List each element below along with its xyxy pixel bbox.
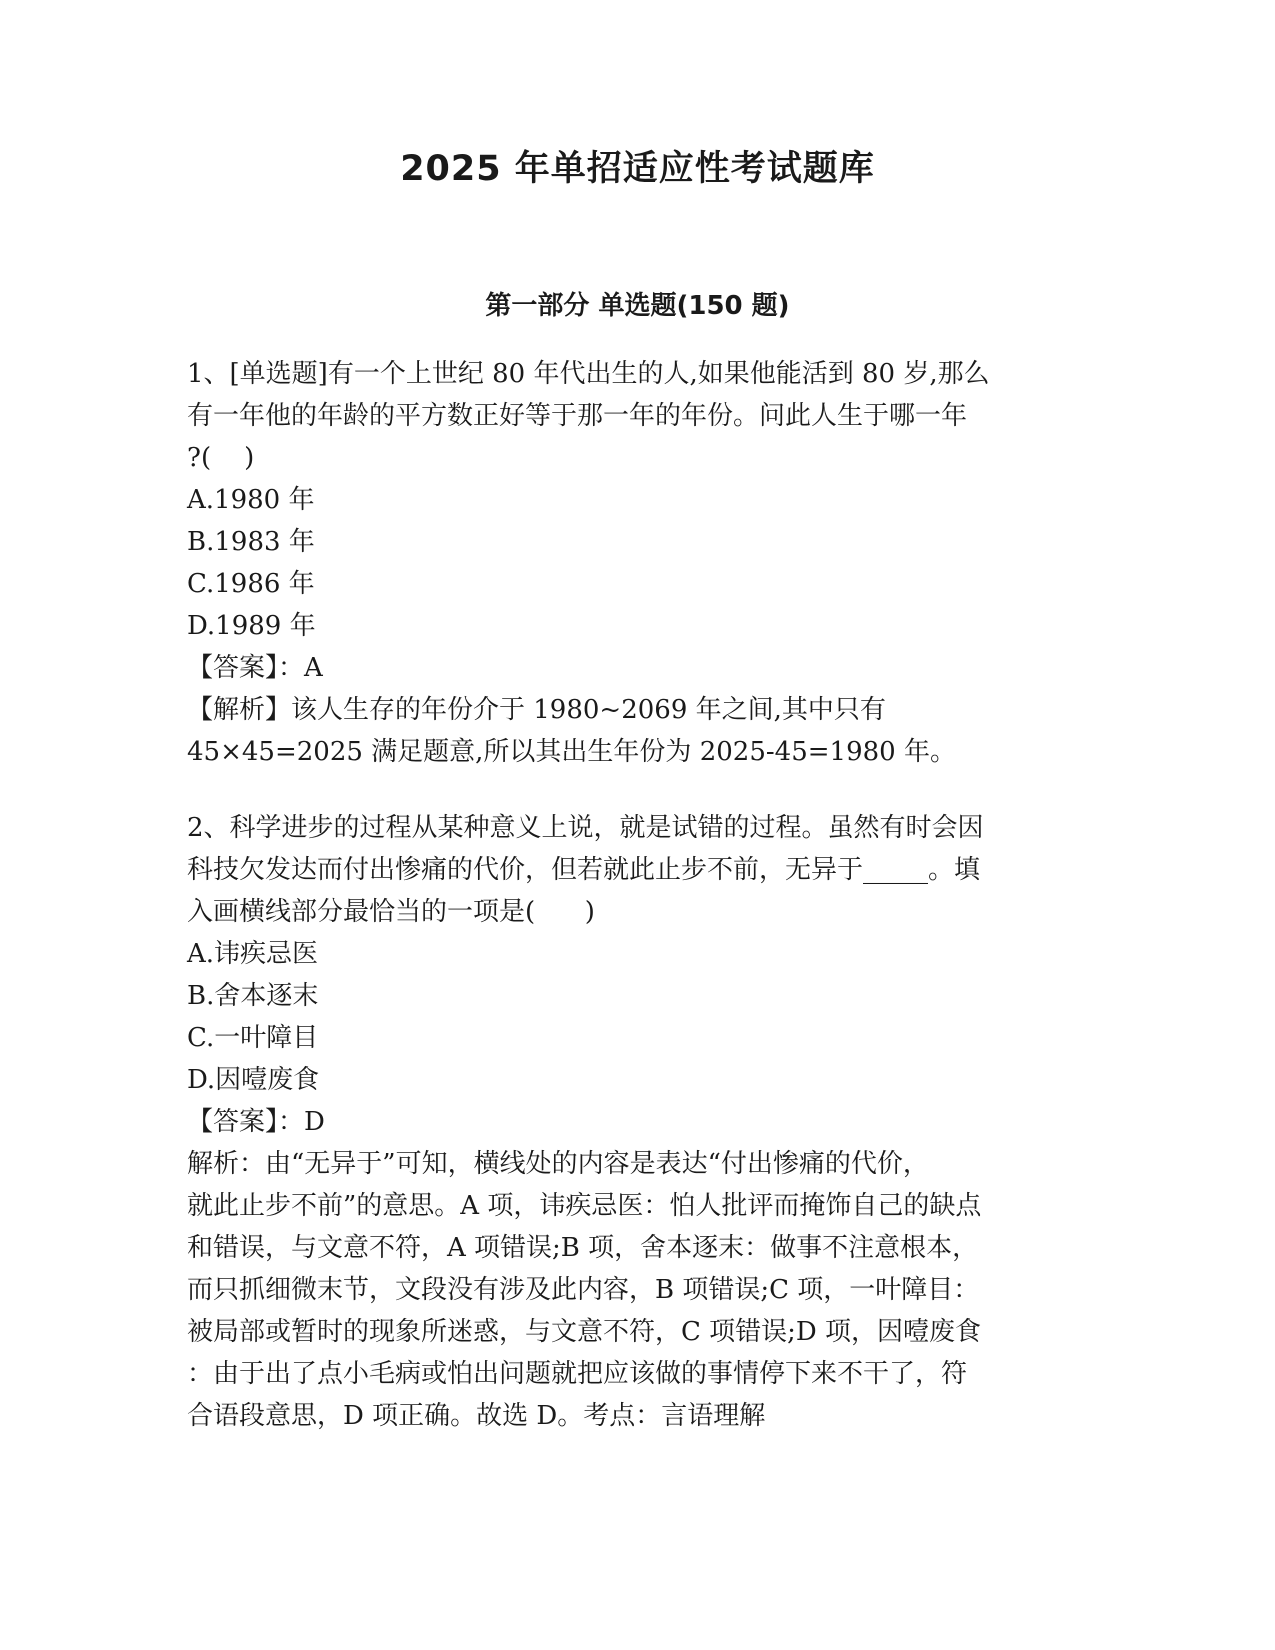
question-2-explanation-line: 解析：由“无异于”可知，横线处的内容是表达“付出惨痛的代价， — [187, 1149, 929, 1179]
section-title: 第一部分 单选题(150 题) — [485, 291, 790, 321]
question-2-explanation-line: 和错误，与文意不符，A 项错误;B 项，舍本逐末：做事不注意根本， — [187, 1233, 979, 1263]
question-1-stem-line: 1、[单选题]有一个上世纪 80 年代出生的人,如果他能活到 80 岁,那么 — [187, 359, 990, 389]
question-1-stem-line: 有一年他的年龄的平方数正好等于那一年的年份。问此人生于哪一年 — [187, 401, 968, 431]
question-1-option-b: B.1983 年 — [187, 527, 315, 557]
question-2-explanation-line: 合语段意思，D 项正确。故选 D。考点：言语理解 — [187, 1401, 766, 1431]
question-1-option-a: A.1980 年 — [187, 485, 315, 515]
question-2-explanation-line: 就此止步不前”的意思。A 项，讳疾忌医：怕人批评而掩饰自己的缺点 — [187, 1191, 982, 1221]
question-2-stem-line: 2、科学进步的过程从某种意义上说，就是试错的过程。虽然有时会因 — [187, 813, 984, 843]
question-2-explanation-line: 被局部或暂时的现象所迷惑，与文意不符，C 项错误;D 项，因噎废食 — [187, 1317, 982, 1347]
question-2-option-c: C.一叶障目 — [187, 1023, 319, 1053]
question-2-option-a: A.讳疾忌医 — [187, 939, 319, 969]
question-2-explanation-line: 而只抓细微末节，文段没有涉及此内容，B 项错误;C 项，一叶障目： — [187, 1275, 980, 1305]
document-title: 2025 年单招适应性考试题库 — [400, 149, 875, 189]
question-2-option-d: D.因噎废食 — [187, 1065, 320, 1095]
question-1-stem-line: ?( ) — [187, 443, 255, 473]
question-1 — [187, 353, 1087, 773]
question-2-stem-line: 科技欠发达而付出惨痛的代价，但若就此止步不前，无异于_____。填 — [187, 855, 981, 885]
question-1-answer: 【答案】：A — [187, 653, 323, 683]
question-2-explanation-line: ：由于出了点小毛病或怕出问题就把应该做的事情停下来不干了，符 — [187, 1359, 968, 1389]
question-2-option-b: B.舍本逐末 — [187, 981, 319, 1011]
question-1-explanation-line: 45×45=2025 满足题意,所以其出生年份为 2025-45=1980 年。 — [187, 737, 956, 767]
question-2-stem-line: 入画横线部分最恰当的一项是( ) — [187, 897, 595, 927]
question-1-explanation-line: 【解析】该人生存的年份介于 1980~2069 年之间,其中只有 — [187, 695, 886, 725]
question-2 — [187, 807, 1087, 1437]
question-1-option-d: D.1989 年 — [187, 611, 316, 641]
question-1-option-c: C.1986 年 — [187, 569, 315, 599]
question-2-answer: 【答案】：D — [187, 1107, 325, 1137]
